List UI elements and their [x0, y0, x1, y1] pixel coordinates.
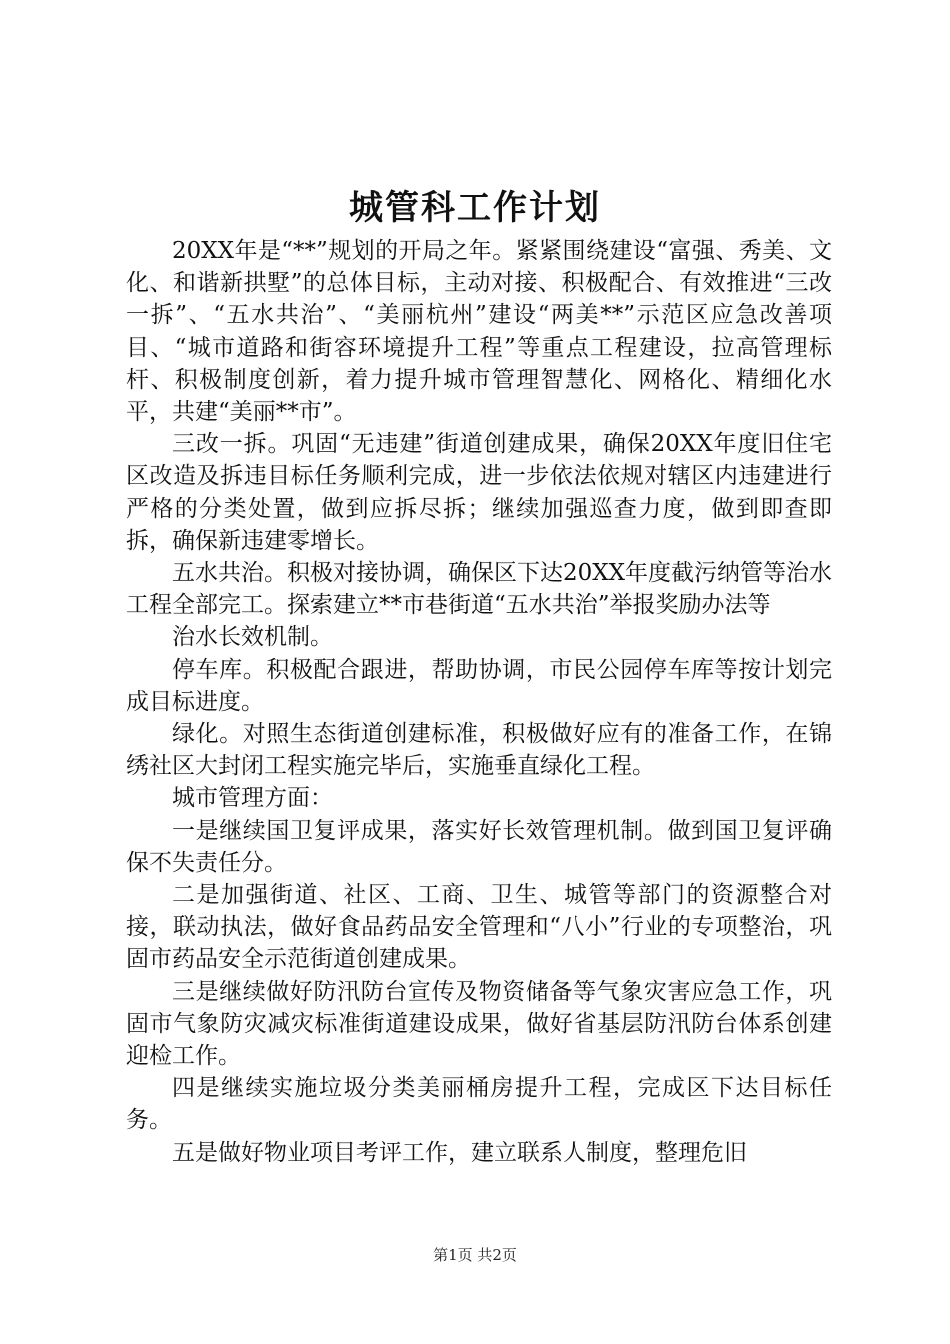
document-title: 城管科工作计划: [349, 188, 601, 228]
paragraph-item-four: 四是继续实施垃圾分类美丽桶房提升工程，完成区下达目标任务。: [126, 1075, 832, 1134]
paragraph-item-five: 五是做好物业项目考评工作，建立联系人制度，整理危旧: [172, 1139, 747, 1166]
paragraph-parking: 停车库。积极配合跟进，帮助协调，市民公园停车库等按计划完成目标进度。: [126, 656, 832, 715]
paragraph-greening: 绿化。对照生态街道创建标准，积极做好应有的准备工作，在锦绣社区大封闭工程实施完毕后，实施垂直绿化工程。: [126, 721, 832, 780]
paragraph-item-one: 一是继续国卫复评成果，落实好长效管理机制。做到国卫复评确保不失责任分。: [126, 817, 832, 876]
page-number-footer: 第1页 共2页: [433, 1246, 517, 1264]
paragraph-item-three: 三是继续做好防汛防台宣传及物资储备等气象灾害应急工作，巩固市气象防灾减灾标准街道建设成果，做好省基层防汛防台体系创建迎检工作。: [126, 978, 832, 1070]
paragraph-three-reforms: 三改一拆。巩固“无违建”街道创建成果，确保20XX年度旧住宅区改造及拆违目标任务顺利完成，进一步依法依规对辖区内违建进行严格的分类处置，做到应拆尽拆；继续加强巡查力度，做到即查即拆，确保新违建零增长。: [126, 431, 832, 554]
paragraph-water-mechanism: 治水长效机制。: [172, 624, 333, 651]
document-body: [126, 235, 832, 1169]
paragraph-city-management-heading: 城市管理方面：: [172, 785, 333, 812]
paragraph-item-two: 二是加强街道、社区、工商、卫生、城管等部门的资源整合对接，联动执法，做好食品药品安全管理和“八小”行业的专项整治，巩固市药品安全示范街道创建成果。: [126, 882, 832, 973]
paragraph-five-waters: 五水共治。积极对接协调，确保区下达20XX年度截污纳管等治水工程全部完工。探索建立**市巷街道“五水共治”举报奖励办法等: [126, 560, 833, 619]
paragraph-intro: 20XX年是“**”规划的开局之年。紧紧围绕建设“富强、秀美、文化、和谐新拱墅”的总体目标，主动对接、积极配合、有效推进“三改一拆”、“五水共治”、“美丽杭州”建设“两美**”示范区应急改善项目、“城市道路和街容环境提升工程”等重点工程建设，拉高管理标杆、积极制度创新，着力提升城市管理智慧化、网格化、精细化水平，共建“美丽**市”。: [126, 238, 832, 426]
